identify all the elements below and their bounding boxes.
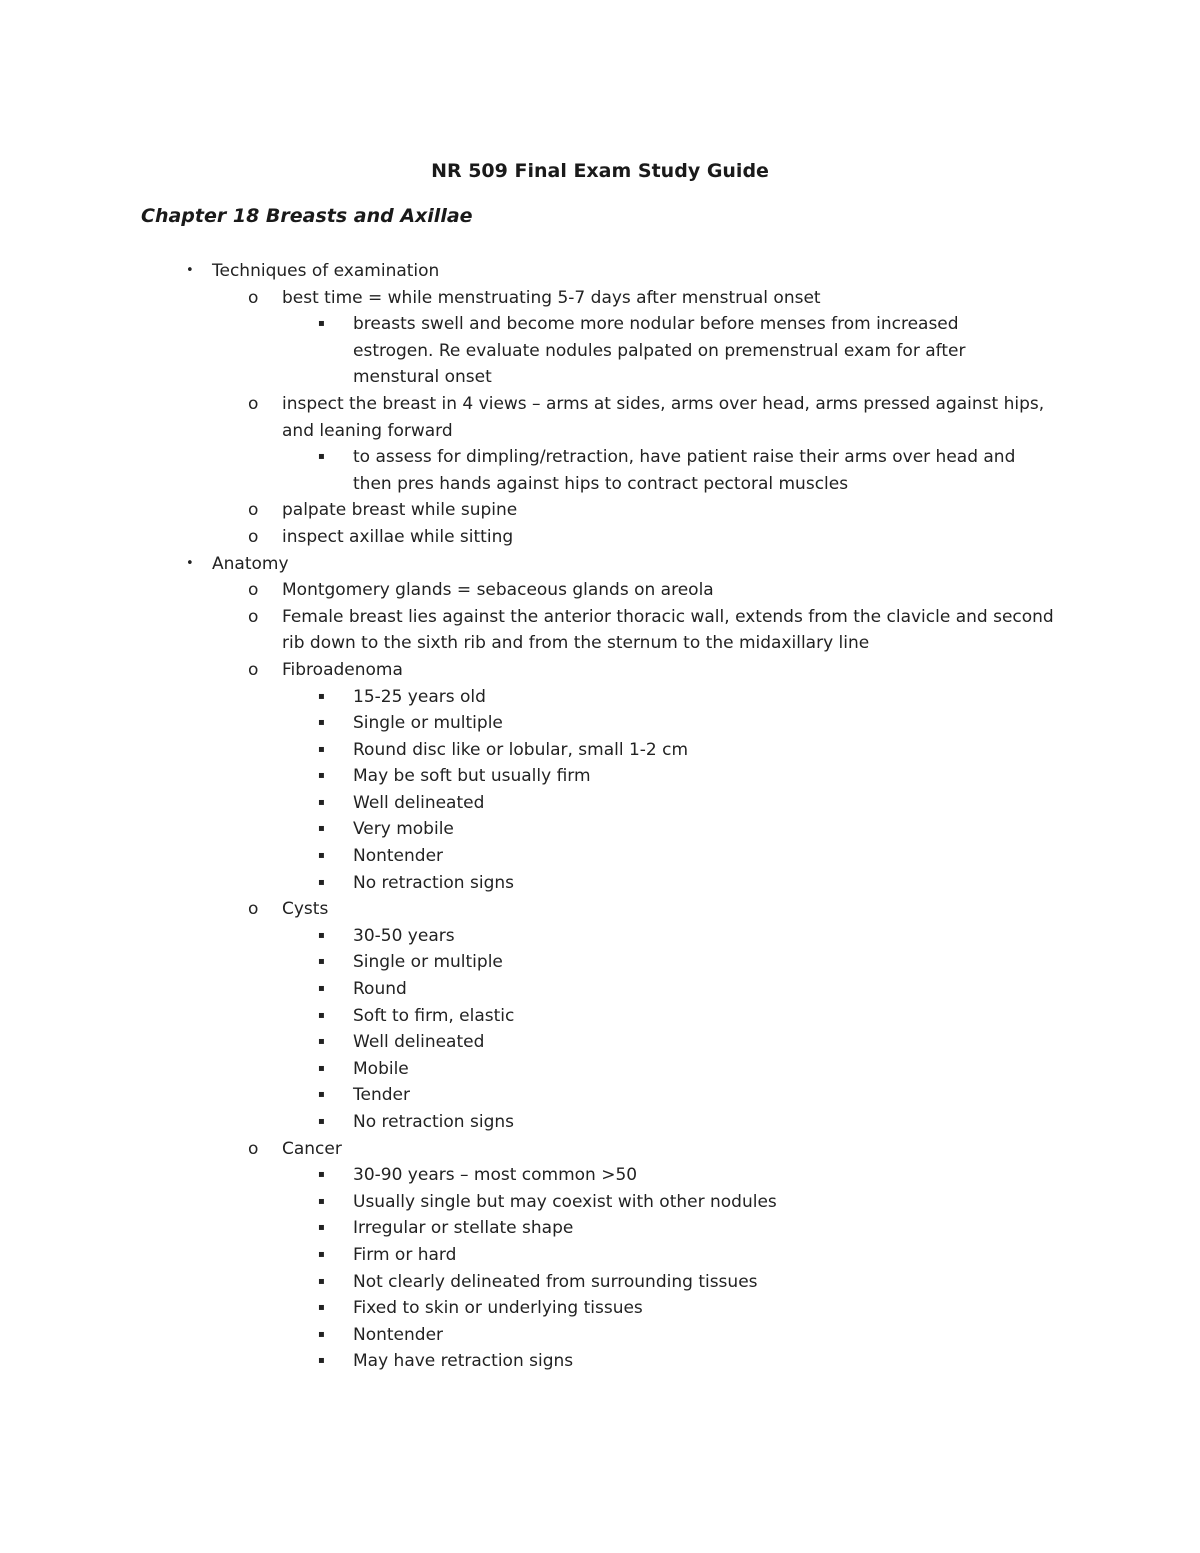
outline-detail (0, 444, 1200, 497)
list-item-text: Soft to firm, elastic (353, 1005, 515, 1026)
bullet-marker: o (248, 899, 259, 920)
bullet-marker: ▪ (318, 1089, 325, 1101)
list-item-text: best time = while menstruating 5-7 days after menstrual onset (282, 287, 821, 308)
bullet-marker: ▪ (318, 929, 325, 941)
outline-subitem (0, 285, 1200, 312)
outline-detail (0, 1215, 1200, 1242)
bullet-marker: ▪ (318, 1062, 325, 1074)
bullet-marker: o (248, 393, 259, 414)
list-item-text: Female breast lies against the anterior thoracic wall, extends from the clavicle and second rib down to the sixth rib and from the sternum to the midaxillary line (282, 606, 1054, 654)
list-item-text: Nontender (353, 846, 444, 867)
list-item-text: Nontender (353, 1324, 444, 1345)
outline-detail (0, 1242, 1200, 1269)
list-item-text: Round disc like or lobular, small 1-2 cm (353, 739, 689, 760)
list-item-text: May be soft but usually firm (353, 766, 591, 787)
bullet-marker: ▪ (318, 318, 325, 330)
outline-detail (0, 870, 1200, 897)
outline-detail (0, 737, 1200, 764)
list-item-text: Firm or hard (353, 1244, 457, 1265)
bullet-marker: o (248, 1138, 259, 1159)
outline-detail (0, 1003, 1200, 1030)
bullet-marker: ▪ (318, 850, 325, 862)
outline-detail (0, 923, 1200, 950)
bullet-marker: o (248, 287, 259, 308)
list-item-text: Cancer (282, 1138, 342, 1159)
chapter-heading: Chapter 18 Breasts and Axillae (141, 205, 473, 227)
outline-subitem (0, 604, 1200, 657)
bullet-marker: ▪ (318, 770, 325, 782)
bullet-marker: ▪ (318, 1302, 325, 1314)
bullet-marker: ▪ (318, 690, 325, 702)
list-item-text: Techniques of examination (212, 261, 440, 281)
bullet-marker: • (186, 555, 194, 571)
list-item-text: Fibroadenoma (282, 659, 403, 680)
bullet-marker: ▪ (318, 796, 325, 808)
list-item-text: inspect the breast in 4 views – arms at sides, arms over head, arms pressed against hips, and leaning forward (282, 393, 1045, 441)
outline-subitem (0, 896, 1200, 923)
outline-detail (0, 710, 1200, 737)
outline-detail (0, 763, 1200, 790)
list-item-text: breasts swell and become more nodular before menses from increased estrogen. Re evaluate nodules palpated on premenstrual exam for after menstural onset (353, 314, 966, 388)
bullet-marker: o (248, 606, 259, 627)
list-item-text: Usually single but may coexist with other nodules (353, 1191, 777, 1212)
outline-detail (0, 1082, 1200, 1109)
document-title: NR 509 Final Exam Study Guide (431, 160, 769, 182)
list-item-text: 30-90 years – most common >50 (353, 1165, 638, 1186)
outline-subitem (0, 524, 1200, 551)
list-item-text: Cysts (282, 899, 329, 920)
list-item-text: No retraction signs (353, 1112, 514, 1132)
list-item-text: palpate breast while supine (282, 500, 518, 521)
outline-section (0, 551, 1200, 578)
outline-detail (0, 1029, 1200, 1056)
bullet-marker: ▪ (318, 823, 325, 835)
outline-detail (0, 1322, 1200, 1349)
outline-subitem (0, 577, 1200, 604)
outline-detail (0, 816, 1200, 843)
outline-detail (0, 1056, 1200, 1083)
list-item-text: Well delineated (353, 1032, 485, 1053)
outline-detail (0, 1109, 1200, 1136)
bullet-marker: o (248, 659, 259, 680)
outline-subitem (0, 391, 1200, 444)
list-item-text: No retraction signs (353, 872, 514, 893)
outline-detail (0, 684, 1200, 711)
outline-detail (0, 1295, 1200, 1322)
bullet-marker: ▪ (318, 1275, 325, 1287)
list-item-text: Single or multiple (353, 713, 503, 734)
list-item-text: inspect axillae while sitting (282, 526, 514, 547)
bullet-marker: ▪ (318, 1222, 325, 1234)
bullet-marker: ▪ (318, 1195, 325, 1207)
bullet-marker: o (248, 500, 259, 521)
list-item-text: 30-50 years (353, 925, 455, 946)
list-item-text: Fixed to skin or underlying tissues (353, 1298, 643, 1319)
outline-detail (0, 790, 1200, 817)
bullet-marker: o (248, 580, 259, 601)
outline-detail (0, 976, 1200, 1003)
bullet-marker: ▪ (318, 1328, 325, 1340)
list-item-text: Mobile (353, 1058, 409, 1079)
bullet-marker: o (248, 526, 259, 547)
outline-subitem (0, 497, 1200, 524)
bullet-marker: ▪ (318, 1116, 325, 1127)
bullet-marker: ▪ (318, 1248, 325, 1260)
list-item-text: 15-25 years old (353, 686, 486, 707)
outline-detail (0, 1269, 1200, 1296)
outline-detail (0, 843, 1200, 870)
study-outline (0, 258, 1200, 1375)
list-item-text: Not clearly delineated from surrounding tissues (353, 1271, 758, 1292)
bullet-marker: ▪ (318, 956, 325, 968)
bullet-marker: ▪ (318, 743, 325, 755)
bullet-marker: • (186, 263, 194, 278)
outline-detail (0, 1348, 1200, 1375)
outline-subitem (0, 1136, 1200, 1163)
bullet-marker: ▪ (318, 1355, 325, 1367)
bullet-marker: ▪ (318, 1036, 325, 1048)
bullet-marker: ▪ (318, 717, 325, 729)
outline-subitem (0, 657, 1200, 684)
list-item-text: to assess for dimpling/retraction, have patient raise their arms over head and then pres hands against hips to contract pectoral muscles (353, 447, 1016, 494)
list-item-text: Round (353, 979, 407, 1000)
list-item-text: Single or multiple (353, 952, 503, 973)
outline-detail (0, 1189, 1200, 1216)
list-item-text: Well delineated (353, 792, 485, 813)
list-item-text: Irregular or stellate shape (353, 1218, 574, 1239)
outline-detail (0, 311, 1200, 391)
bullet-marker: ▪ (318, 1169, 325, 1181)
list-item-text: Montgomery glands = sebaceous glands on areola (282, 580, 714, 601)
list-item-text: Anatomy (212, 553, 289, 574)
bullet-marker: ▪ (318, 451, 325, 463)
list-item-text: Very mobile (353, 819, 454, 840)
bullet-marker: ▪ (318, 983, 325, 995)
outline-detail (0, 1162, 1200, 1189)
list-item-text: May have retraction signs (353, 1351, 574, 1372)
bullet-marker: ▪ (318, 876, 325, 888)
outline-detail (0, 949, 1200, 976)
bullet-marker: ▪ (318, 1009, 325, 1021)
outline-section (0, 258, 1200, 285)
list-item-text: Tender (353, 1085, 410, 1106)
